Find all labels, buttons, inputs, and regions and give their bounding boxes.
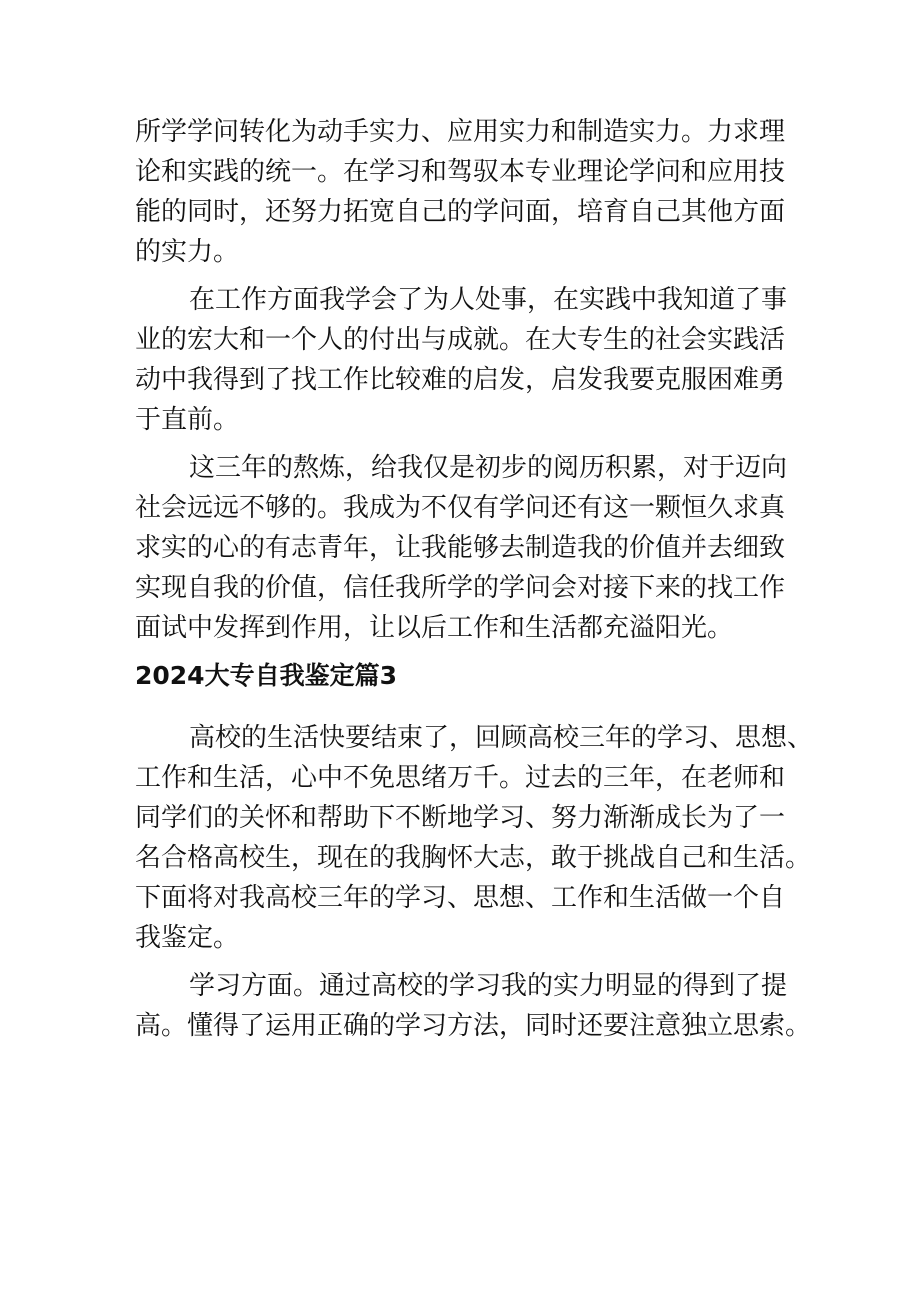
text-line: 名合格高校生，现在的我胸怀大志，敢于挑战自己和生活。 — [135, 843, 812, 873]
text-line: 学习方面。通过高校的学习我的实力明显的得到了提 — [189, 971, 788, 1001]
text-line: 面试中发挥到作用，让以后工作和生活都充溢阳光。 — [135, 613, 734, 643]
paragraph-intro — [135, 718, 814, 958]
text-line: 动中我得到了找工作比较难的启发，启发我要克服困难勇 — [135, 365, 786, 395]
paragraph-work — [135, 280, 795, 440]
paragraph-continuation — [135, 112, 795, 272]
text-line: 实现自我的价值，信任我所学的学问会对接下来的找工作 — [135, 573, 786, 603]
text-line: 论和实践的统一。在学习和驾驭本专业理论学问和应用技 — [135, 157, 786, 187]
section-heading: 2024大专自我鉴定篇3 — [135, 661, 397, 690]
text-line: 业的宏大和一个人的付出与成就。在大专生的社会实践活 — [135, 325, 786, 355]
text-line: 的实力。 — [135, 237, 240, 267]
text-line: 工作和生活，心中不免思绪万千。过去的三年，在老师和 — [135, 763, 786, 793]
text-line: 我鉴定。 — [135, 923, 240, 953]
text-line: 高校的生活快要结束了，回顾高校三年的学习、思想、 — [189, 723, 814, 753]
paragraph-summary — [135, 448, 795, 648]
text-line: 社会远远不够的。我成为不仅有学问还有这一颗恒久求真 — [135, 493, 786, 523]
text-line: 在工作方面我学会了为人处事，在实践中我知道了事 — [189, 285, 788, 315]
text-line: 同学们的关怀和帮助下不断地学习、努力渐渐成长为了一 — [135, 803, 786, 833]
text-line: 求实的心的有志青年，让我能够去制造我的价值并去细致 — [135, 533, 786, 563]
text-line: 高。懂得了运用正确的学习方法，同时还要注意独立思索。 — [135, 1011, 812, 1041]
paragraph-study — [135, 966, 812, 1046]
text-line: 所学学问转化为动手实力、应用实力和制造实力。力求理 — [135, 117, 786, 147]
document-body — [135, 112, 814, 1054]
text-line: 于直前。 — [135, 405, 240, 435]
text-line: 能的同时，还努力拓宽自己的学问面，培育自己其他方面 — [135, 197, 786, 227]
text-line: 这三年的熬炼，给我仅是初步的阅历积累，对于迈向 — [189, 453, 788, 483]
text-line: 下面将对我高校三年的学习、思想、工作和生活做一个自 — [135, 883, 786, 913]
